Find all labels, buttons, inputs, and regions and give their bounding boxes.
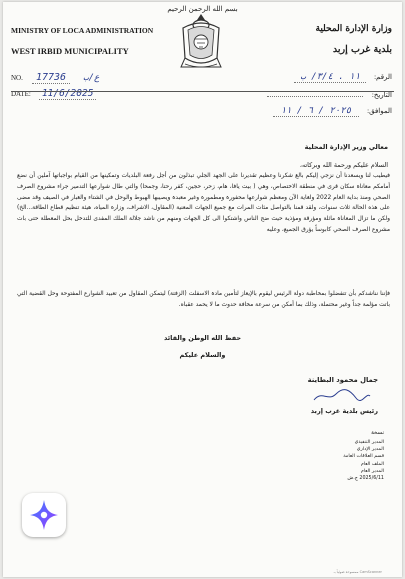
signer-name: جمال محمود البطاينة <box>307 376 378 384</box>
letter-closing-1: حفظ الله الوطن والقائد <box>163 334 242 342</box>
bismillah: بسم الله الرحمن الرحيم <box>167 5 238 13</box>
jordan-crest-icon <box>179 12 223 72</box>
copies-heading: نسخة <box>371 430 384 436</box>
municipality-name-arabic: بلدية غرب إربد <box>332 44 392 55</box>
letter-greeting: السلام عليكم ورحمة الله وبركاته، <box>299 161 388 169</box>
scanner-footer-name: CamScanner <box>359 570 382 574</box>
reference-number-arabic <box>294 64 392 83</box>
ministry-name-english: MINISTRY OF LOCA ADMINISTRATION <box>11 26 154 35</box>
ar-hijri-value: ٢٠٢٥ / ٦ / ١١ <box>273 106 359 117</box>
ar-ref-value: ١١ . ٣/٤/ ب <box>294 72 366 83</box>
copies-list <box>343 439 384 482</box>
copy-item: 2025/6/11 ج.ش <box>347 476 384 482</box>
ar-hijri-label: الموافق: <box>367 107 392 115</box>
sparkle-icon <box>22 493 66 537</box>
letter-salutation: معالي وزير الإدارة المحلية <box>304 143 388 151</box>
copy-item: المدير الإداري <box>356 447 384 453</box>
header-divider <box>11 91 394 92</box>
ar-ref-label: الرقم: <box>374 73 392 81</box>
letter-paragraph-2: فإننا نناشدكم بأن تتفضلوا بمخاطبة دولة الرئيس ليقوم بالإيعاز لتأمين مادة الاسفلت (الزفتة) ليتمكن المقاول من تعبيد الشوارع المفتوحة وحل القضية التي باتت مؤلمة جداً وغير محتملة، وذلك بما أمكن من سرعة مخافة حدوث ما لا يحمد عقباه. <box>17 291 390 308</box>
copy-item: قسم العلاقات العامة <box>343 454 384 460</box>
signer-title: رئيس بلدية غرب إربد <box>310 407 378 415</box>
letter-page <box>3 2 402 577</box>
ministry-name-arabic: وزارة الإدارة المحلية <box>315 24 392 34</box>
copy-item: الملف العام <box>360 461 384 467</box>
ar-date-line <box>267 96 363 97</box>
date-label: DATE: <box>11 90 31 98</box>
no-value: 17736 <box>32 72 70 84</box>
scanner-footer <box>334 570 382 574</box>
copy-item: المدير التنفيذي <box>354 440 384 445</box>
municipality-name-english: WEST IRBID MUNICIPALITY <box>11 46 129 56</box>
letter-paragraph-1: فيطيب لنا ويسعدنا أن نزجي إليكم بالغ شكرنا وعظيم تقديرنا على الجهد الجلي تبذلون من أجل رفعة البلديات وتمكينها من القيام بواجباتها آملين أن نضع أمامكم معاناة سكان قرى في منطقة الاختصاص، وهي ( بيت يافا، هام، زحر، حجين، كفر رحتا، وجمحا) والتي طال شوارعها التدمير جراء مشروع الصرف الصحي ومنذ بداية العام 2022 ولغاية الآن ومعظم شوارعها محفورة ومطمورة وغير معبدة ويصيبها الهبوط والوحل في الشتاء والغبار في الصيف وقد مضى على هذه الحالة ثلاث سنوات، ولقد قمنا بالتواصل مئات المرات مع جميع الجهات المعنية (المقاول، الاشراف، وزارة المياه، هيئة تنظيم قطاع الطاقة...الخ) ولكن ما تزال المعاناة ماثلة ومؤرقة ومؤذية حيث ضج الناس واشتكوا الى كل الجهات ومنهم من ناشد جلالة الملك المفدى للتدخل بحل المعطلة حتى بات مشروع الصرف الصحي كابوساً يؤرق الجميع، وعليه <box>17 173 390 233</box>
date-value: 11/6/2025 <box>39 88 96 100</box>
hijri-date-arabic <box>273 98 392 117</box>
scanner-footer-arabic: ممسوحة ضوئياً بـ <box>333 570 359 574</box>
no-suffix: ع/ب <box>83 73 100 83</box>
letter-closing-2: والسلام عليكم <box>179 351 226 359</box>
ar-date-label: التاريخ: <box>371 91 392 99</box>
signature-scribble-icon <box>312 388 372 404</box>
app-shortcut-button[interactable] <box>22 493 66 537</box>
no-label: NO. <box>11 74 23 82</box>
copy-item: المدير العام <box>360 468 384 474</box>
